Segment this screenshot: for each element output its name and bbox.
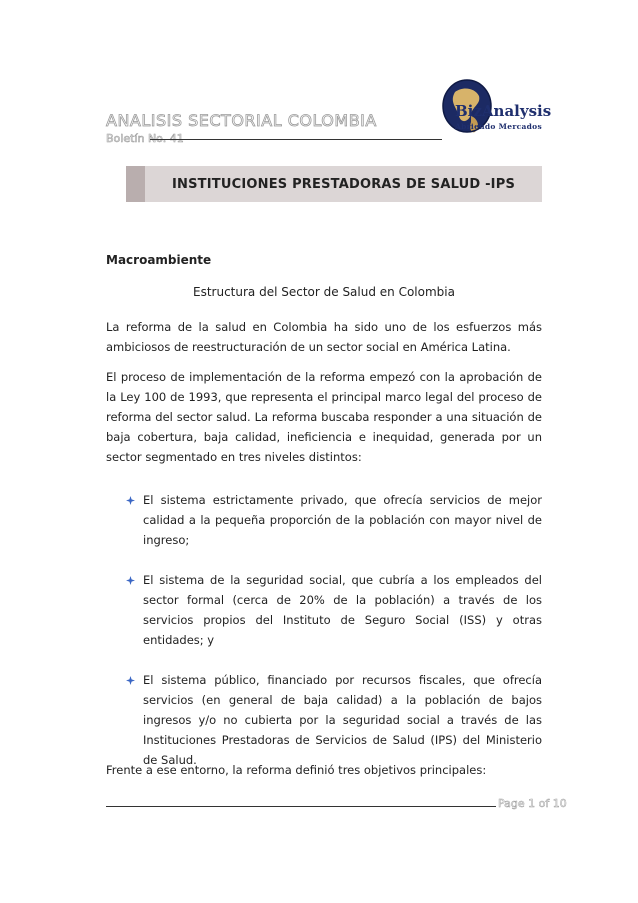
footer-rule xyxy=(106,806,496,807)
bullet-icon xyxy=(126,496,135,505)
paragraph-2: El proceso de implementación de la reforma empezó con la aprobación de la Ley 100 de 1993, que representa el principal marco legal del proceso de reforma del sector salud. La reforma buscaba responder a una situación de baja cobertura, baja calidad, ineficiencia e inequidad, generada por un sector segmentado en tres niveles distintos: xyxy=(106,370,542,464)
logo-name: BizAnalysis xyxy=(455,102,552,120)
logo-tagline: Abriendo Mercados xyxy=(455,122,542,131)
bizanalysis-logo xyxy=(441,76,551,146)
list-item xyxy=(126,490,542,550)
bullet-icon xyxy=(126,576,135,585)
header-title: ANALISIS SECTORIAL COLOMBIA xyxy=(106,111,377,130)
list-item-text: El sistema de la seguridad social, que cubría a los empleados del sector formal (cerca de 20% de la población) a través de los servicios propios del Instituto de Seguro Social (ISS) y otras entidades; y xyxy=(143,573,542,647)
list-item-text: El sistema público, financiado por recursos fiscales, que ofrecía servicios (en general de baja calidad) a la población de bajos ingresos y/o no cubierta por la seguridad social a través de las Instituciones Prestadoras de Servicios de Salud (IPS) del Ministerio de Salud. xyxy=(143,673,542,767)
header-rule xyxy=(150,139,442,140)
section-heading: Macroambiente xyxy=(106,253,212,267)
list-item-text: El sistema estrictamente privado, que ofrecía servicios de mejor calidad a la pequeña proporción de la población con mayor nivel de ingreso; xyxy=(143,493,542,547)
bullet-icon xyxy=(126,676,135,685)
paragraph-1: La reforma de la salud en Colombia ha sido uno de los esfuerzos más ambiciosos de reestructuración de un sector social en América Latina. xyxy=(106,320,542,354)
title-banner xyxy=(126,166,542,202)
list-item xyxy=(126,570,542,650)
page-number: Page 1 of 10 xyxy=(498,797,567,810)
banner-title: INSTITUCIONES PRESTADORAS DE SALUD -IPS xyxy=(171,176,516,192)
list-item xyxy=(126,670,542,770)
section-subtitle: Estructura del Sector de Salud en Colombia xyxy=(193,285,455,299)
paragraph-3: Frente a ese entorno, la reforma definió tres objetivos principales: xyxy=(106,763,487,777)
bulletin-number: Boletín No. 41 xyxy=(106,132,184,145)
bullet-list xyxy=(126,490,542,790)
